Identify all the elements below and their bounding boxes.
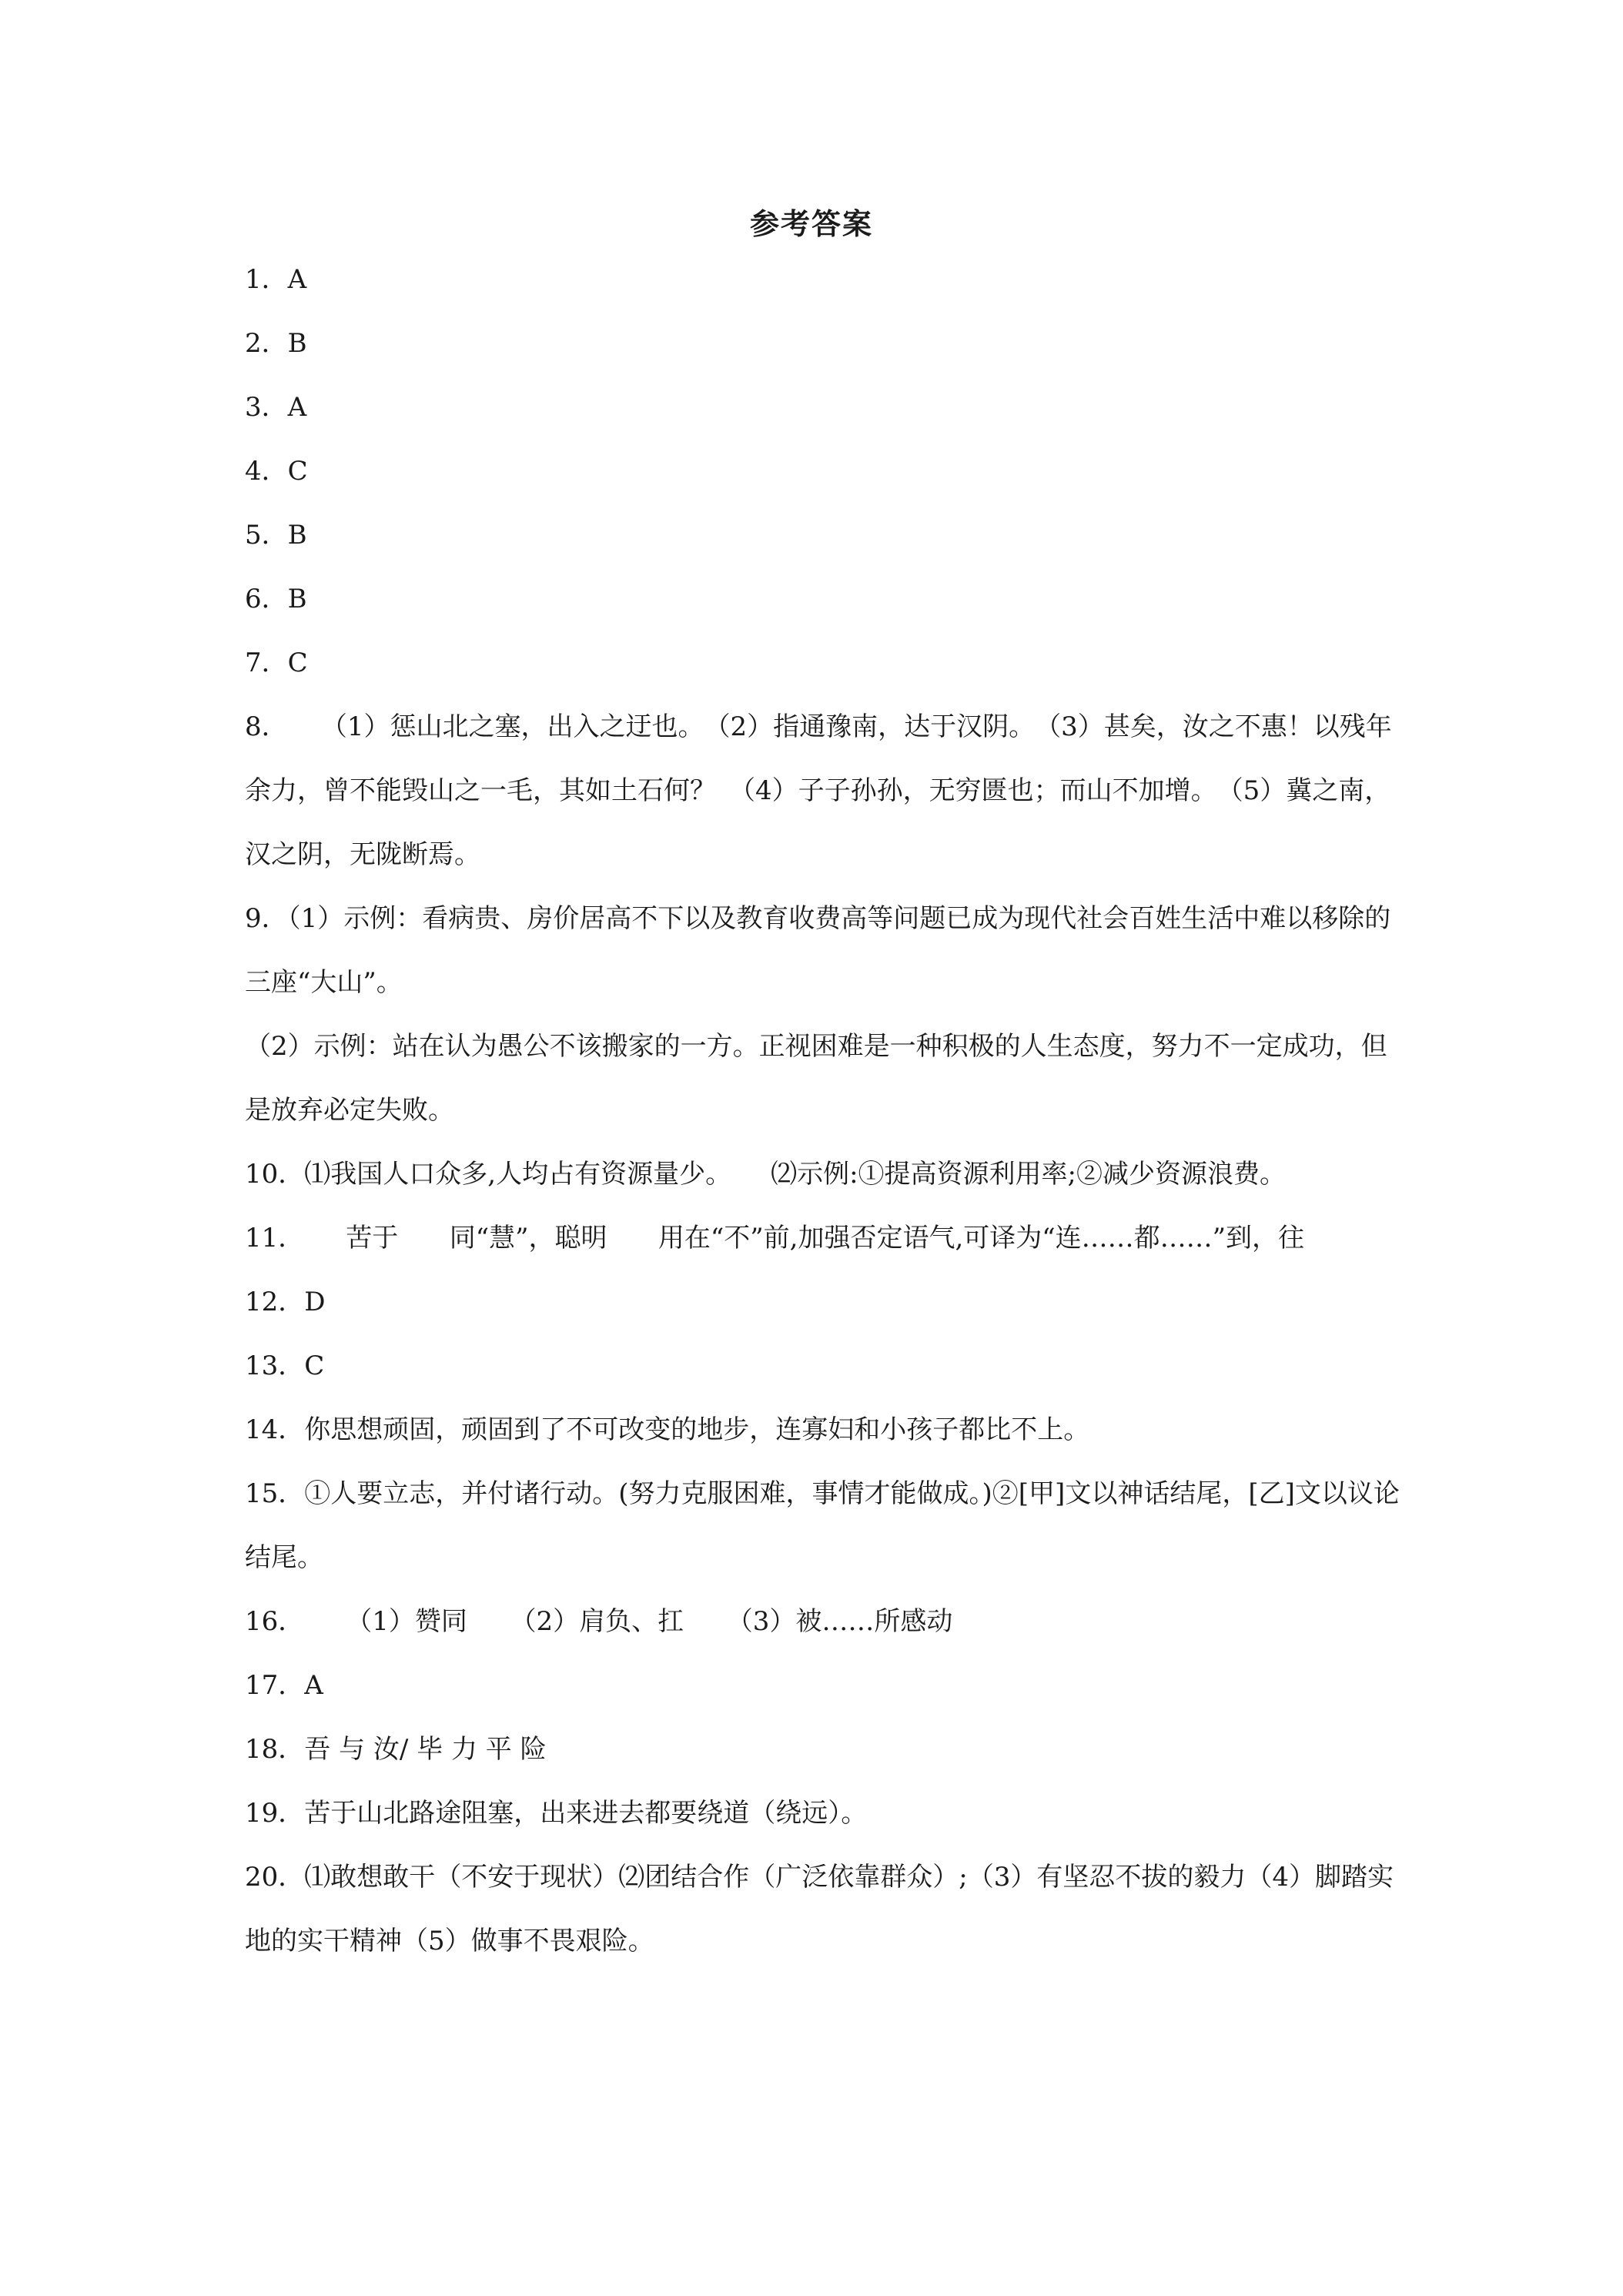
answer-text: 吾 与 汝/ 毕 力 平 险 [304, 1734, 547, 1765]
answer-number: 14． [245, 1414, 305, 1445]
answer-item [245, 631, 1400, 695]
answer-item [245, 887, 1400, 1015]
answer-number: 8． [245, 711, 288, 742]
answer-text: A [287, 392, 307, 423]
answer-number: 7． [245, 648, 288, 678]
answer-number: 20． [245, 1862, 305, 1893]
answer-text: 苦于山北路途阻塞，出来进去都要绕道（绕远）。 [304, 1798, 868, 1829]
answer-number: 10． [245, 1159, 305, 1190]
answer-number: 1． [245, 264, 288, 295]
answer-item [245, 1143, 1400, 1207]
answer-number: 6． [245, 584, 288, 614]
answer-text: C [304, 1350, 325, 1381]
answer-text: B [287, 584, 307, 614]
answer-text: ⑴我国人口众多,人均占有资源量少。 ⑵示例:①提高资源利用率;②减少资源浪费。 [304, 1159, 1286, 1190]
answer-number: 17． [245, 1670, 305, 1701]
answer-text: C [287, 648, 308, 678]
answer-number: 9． [245, 903, 288, 934]
answer-item [245, 1398, 1400, 1462]
answer-item [245, 695, 1400, 887]
answer-item [245, 1334, 1400, 1398]
answer-number: 13． [245, 1350, 305, 1381]
answer-item [245, 312, 1400, 376]
answer-number: 3． [245, 392, 288, 423]
answer-item [245, 1207, 1400, 1270]
answer-text: （2）示例：站在认为愚公不该搬家的一方。正视困难是一种积极的人生态度，努力不一定成功，但是放弃必定失败。 [245, 1031, 1387, 1126]
answer-item [245, 440, 1400, 504]
answer-item [245, 1846, 1400, 1973]
answer-number: 15． [245, 1478, 305, 1509]
answer-number: 18． [245, 1734, 305, 1765]
answer-text: A [304, 1670, 323, 1701]
answer-text: D [304, 1287, 326, 1317]
answer-text: B [287, 328, 307, 359]
answer-number: 4． [245, 456, 288, 487]
answer-text: （1）惩山北之塞，出入之迂也。 （2）指通豫南，达于汉阴。 （3）甚矣，汝之不惠！以残年余力，曾不能毁山之一毛，其如土石何？ （4）子子孙孙，无穷匮也；而山不加增。 （5）冀之南，汉之阴，无陇断焉。 [245, 711, 1392, 870]
answer-text: 你思想顽固，顽固到了不可改变的地步，连寡妇和小孩子都比不上。 [304, 1414, 1090, 1445]
answer-item [245, 1462, 1400, 1590]
page-title: 参考答案 [749, 206, 873, 241]
answer-item [245, 1590, 1400, 1654]
answer-item [245, 376, 1400, 440]
answer-text: 苦于 同“慧”，聪明 用在“不”前,加强否定语气,可译为“连……都……”到，往 [304, 1223, 1305, 1253]
answer-number: 5． [245, 520, 288, 551]
answer-item [245, 1654, 1400, 1718]
answer-number: 2． [245, 328, 288, 359]
answer-text: ①人要立志，并付诸行动。(努力克服困难，事情才能做成。)②[甲]文以神话结尾，[乙]文以议论结尾。 [245, 1478, 1400, 1573]
answer-item [245, 1782, 1400, 1846]
answer-item [245, 1718, 1400, 1782]
answer-number: 16． [245, 1606, 305, 1637]
answer-text: A [287, 264, 307, 295]
answer-text: B [287, 520, 307, 551]
answer-text: （1）赞同 （2）肩负、扛 （3）被……所感动 [304, 1606, 953, 1637]
answer-text: ⑴敢想敢干（不安于现状）⑵团结合作（广泛依靠群众）;（3）有坚忍不拔的毅力（4）脚踏实地的实干精神（5）做事不畏艰险。 [245, 1862, 1394, 1956]
answer-item [245, 567, 1400, 631]
answer-number: 11． [245, 1223, 305, 1253]
answer-text: C [287, 456, 308, 487]
answer-item [245, 504, 1400, 567]
answer-item [245, 1015, 1400, 1143]
answer-number: 19． [245, 1798, 305, 1829]
answer-item [245, 248, 1400, 312]
answer-item [245, 1270, 1400, 1334]
answer-number: 12． [245, 1287, 305, 1317]
answer-list [245, 248, 1400, 1973]
answer-text: （1）示例：看病贵、房价居高不下以及教育收费高等问题已成为现代社会百姓生活中难以移除的三座“大山”。 [245, 903, 1391, 998]
